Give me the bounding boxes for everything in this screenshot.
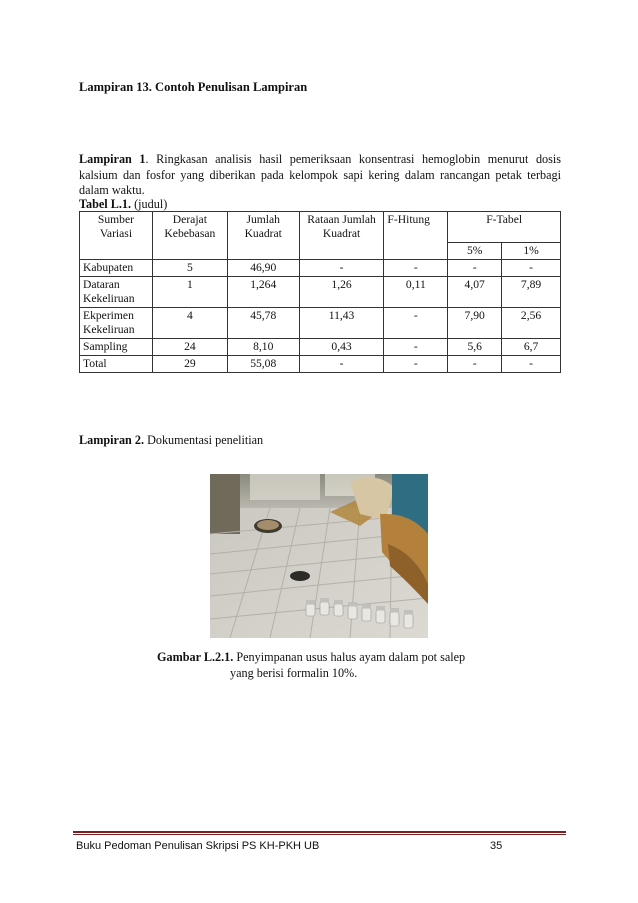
cell-f-5: 4,07 xyxy=(448,277,502,308)
figure-caption-line-2: yang berisi formalin 10%. xyxy=(230,665,358,680)
appendix-1-label: Lampiran 1 xyxy=(79,152,146,166)
cell-source: Ekperimen Kekeliruan xyxy=(80,308,153,339)
page-number: 35 xyxy=(490,840,503,852)
table-row xyxy=(80,260,561,277)
cell-ms: 0,43 xyxy=(299,339,384,356)
cell-ss: 8,10 xyxy=(227,339,299,356)
header-f-tabel: F-Tabel xyxy=(448,212,561,243)
cell-f-5: - xyxy=(448,356,502,373)
appendix-heading: Lampiran 13. Contoh Penulisan Lampiran xyxy=(79,80,308,94)
header-5-percent: 5% xyxy=(448,243,502,260)
cell-f-1: 2,56 xyxy=(502,308,561,339)
figure-caption-text-1: Penyimpanan usus halus ayam dalam pot salep xyxy=(233,650,466,664)
cell-ms: 1,26 xyxy=(299,277,384,308)
cell-ss: 46,90 xyxy=(227,260,299,277)
cell-f-1: - xyxy=(502,260,561,277)
appendix-2-text: Dokumentasi penelitian xyxy=(144,433,264,447)
appendix-2-label: Lampiran 2. xyxy=(79,433,145,447)
table-title xyxy=(79,197,167,212)
research-photo xyxy=(210,474,428,638)
cell-f-hitung: - xyxy=(384,356,448,373)
cell-ms: 11,43 xyxy=(299,308,384,339)
cell-df: 5 xyxy=(152,260,227,277)
cell-ms: - xyxy=(299,356,384,373)
cell-df: 24 xyxy=(152,339,227,356)
cell-source: Dataran Kekeliruan xyxy=(80,277,153,308)
table-title-label: Tabel L.1. xyxy=(79,197,132,211)
header-derajat-kebebasan: Derajat Kebebasan xyxy=(152,212,227,260)
table-title-note: (judul) xyxy=(131,197,168,211)
cell-ss: 1,264 xyxy=(227,277,299,308)
header-jumlah-kuadrat: Jumlah Kuadrat xyxy=(227,212,299,260)
header-f-hitung: F-Hitung xyxy=(384,212,448,260)
footer-rule-thin xyxy=(73,834,566,835)
cell-source: Total xyxy=(80,356,153,373)
footer-text: Buku Pedoman Penulisan Skripsi PS KH-PKH UB xyxy=(76,840,320,852)
cell-ss: 55,08 xyxy=(227,356,299,373)
cell-f-5: 7,90 xyxy=(448,308,502,339)
cell-f-5: 5,6 xyxy=(448,339,502,356)
cell-f-hitung: - xyxy=(384,260,448,277)
cell-f-hitung: - xyxy=(384,339,448,356)
appendix-2-heading xyxy=(79,433,263,448)
cell-f-1: 6,7 xyxy=(502,339,561,356)
cell-f-hitung: 0,11 xyxy=(384,277,448,308)
appendix-1-paragraph xyxy=(79,152,561,199)
cell-source: Kabupaten xyxy=(80,260,153,277)
appendix-1-text: . Ringkasan analisis hasil pemeriksaan konsentrasi hemoglobin menurut dosis kalsium dan fosfor yang diberikan pada kelompok sapi kering dalam rancangan petak terbagi dalam waktu. xyxy=(79,152,561,197)
header-rataan-jumlah-kuadrat: Rataan Jumlah Kuadrat xyxy=(299,212,384,260)
cell-df: 1 xyxy=(152,277,227,308)
cell-ms: - xyxy=(299,260,384,277)
cell-df: 29 xyxy=(152,356,227,373)
cell-f-hitung: - xyxy=(384,308,448,339)
footer-rule xyxy=(73,831,566,833)
cell-f-1: - xyxy=(502,356,561,373)
anova-table xyxy=(79,211,561,373)
cell-f-5: - xyxy=(448,260,502,277)
cell-source: Sampling xyxy=(80,339,153,356)
figure-caption-line-1 xyxy=(157,650,465,666)
table-row xyxy=(80,277,561,308)
table-row xyxy=(80,339,561,356)
cell-f-1: 7,89 xyxy=(502,277,561,308)
figure-label: Gambar L.2.1. xyxy=(157,650,234,664)
figure-caption xyxy=(157,650,465,681)
header-sumber-variasi: Sumber Variasi xyxy=(80,212,153,260)
table-row xyxy=(80,356,561,373)
cell-df: 4 xyxy=(152,308,227,339)
header-1-percent: 1% xyxy=(502,243,561,260)
table-row xyxy=(80,308,561,339)
cell-ss: 45,78 xyxy=(227,308,299,339)
